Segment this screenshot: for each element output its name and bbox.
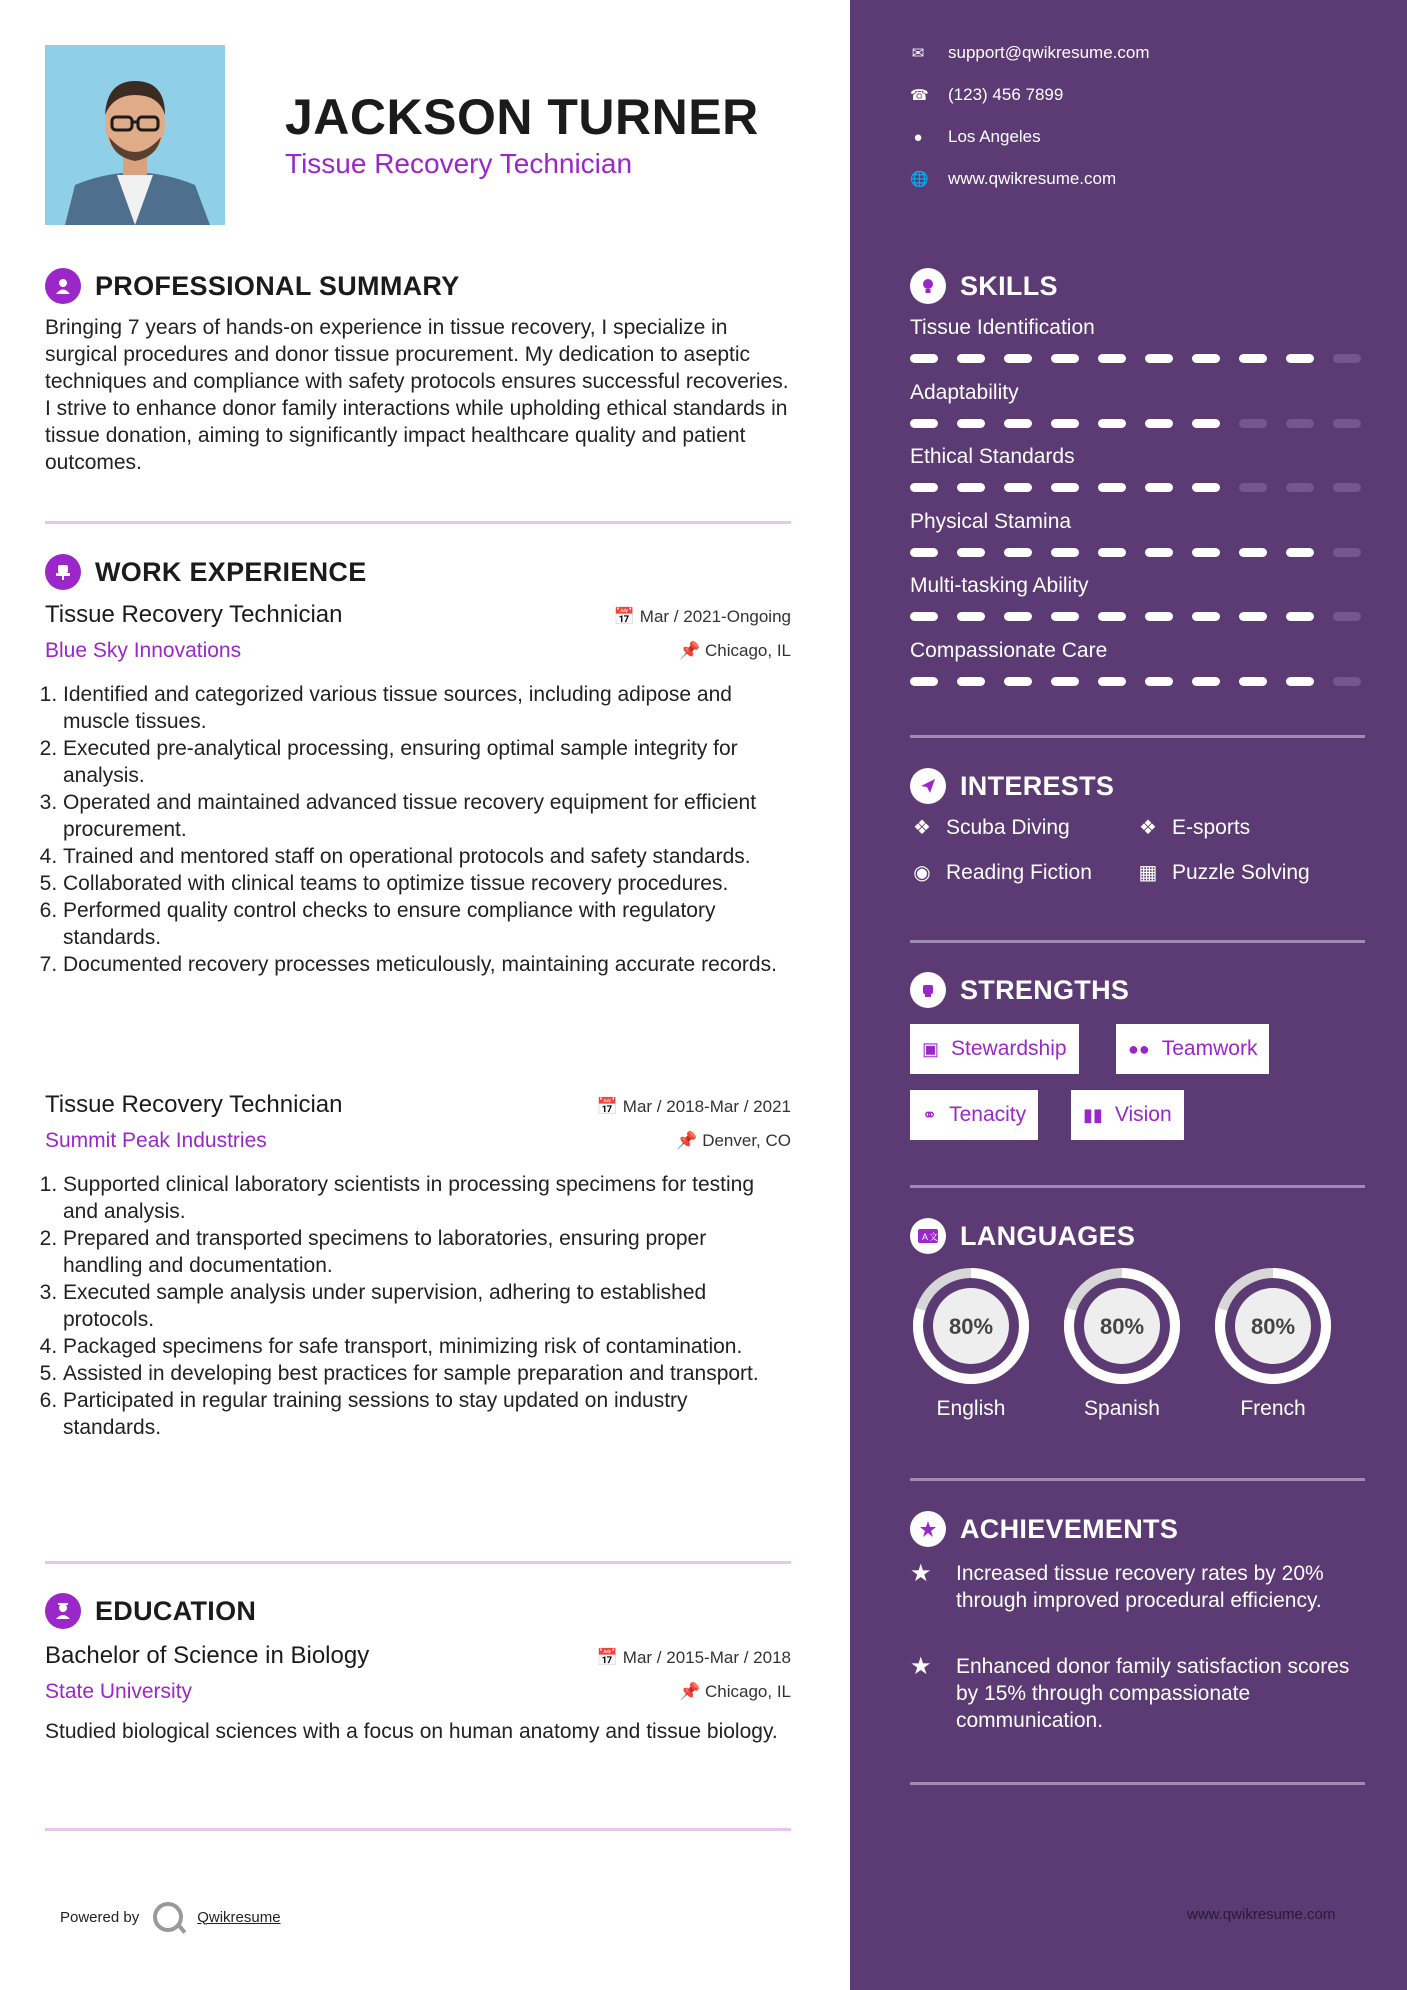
graduate-icon xyxy=(45,1593,81,1629)
languages-heading xyxy=(910,1218,1135,1254)
language-percent: 80% xyxy=(1250,1314,1296,1339)
calendar-icon: 📅 xyxy=(596,1097,619,1116)
skill-level-bar xyxy=(910,677,1365,686)
map-pin-icon: ● xyxy=(913,128,923,146)
contact-website[interactable] xyxy=(910,169,1116,189)
skill-dot xyxy=(1333,612,1361,621)
skill-dot xyxy=(957,483,985,492)
strength-badge: ●● Teamwork xyxy=(1116,1024,1269,1074)
lifebuoy-icon: ❖ xyxy=(913,817,931,839)
skill-dot xyxy=(910,677,938,686)
skill-dot xyxy=(910,612,938,621)
link-icon: ⚭ xyxy=(922,1104,938,1125)
skill-dot xyxy=(1098,483,1126,492)
envelope-icon: ✉ xyxy=(911,45,925,62)
language-name: Spanish xyxy=(1084,1397,1160,1420)
skill-dot xyxy=(1286,354,1314,363)
phone-icon: ☎ xyxy=(910,87,929,104)
skill-dot xyxy=(1333,354,1361,363)
skill-name: Compassionate Care xyxy=(910,638,1108,662)
pin-icon: 📌 xyxy=(679,1682,701,1701)
section-divider xyxy=(910,940,1365,943)
job-date: 📅 Mar / 2018-Mar / 2021 xyxy=(596,1097,791,1116)
school: State University xyxy=(45,1680,193,1703)
phone-text: (123) 456 7899 xyxy=(948,85,1064,104)
pin-icon: 📌 xyxy=(676,1131,698,1150)
language-item xyxy=(1212,1265,1334,1421)
experience-heading-text: WORK EXPERIENCE xyxy=(95,556,367,587)
list-item: 1. Identified and categorized various tissue sources, including adipose and muscle tissues. xyxy=(63,681,791,735)
skill-dot xyxy=(1098,612,1126,621)
languages-heading-text: LANGUAGES xyxy=(960,1220,1136,1251)
strength-badge: ⚭ Tenacity xyxy=(910,1090,1038,1140)
job-duties xyxy=(63,681,791,978)
language-percent: 80% xyxy=(1099,1314,1145,1339)
shooting-star-icon: ★ xyxy=(910,1560,932,1587)
skill-level-bar xyxy=(910,548,1365,557)
skill-item xyxy=(910,574,1365,621)
skill-item xyxy=(910,381,1365,428)
skill-dot xyxy=(910,548,938,557)
section-divider xyxy=(910,1782,1365,1785)
pin-icon: 📌 xyxy=(679,641,701,660)
skill-dot xyxy=(1192,354,1220,363)
job-date: 📅 Mar / 2021-Ongoing xyxy=(613,607,791,626)
skill-dot xyxy=(1051,419,1079,428)
achievements-heading xyxy=(910,1511,1178,1547)
interests-heading-text: INTERESTS xyxy=(960,770,1115,801)
skill-dot xyxy=(1098,354,1126,363)
education-date: 📅 Mar / 2015-Mar / 2018 xyxy=(596,1648,791,1667)
candidate-title: Tissue Recovery Technician xyxy=(285,148,633,179)
skill-dot xyxy=(1192,419,1220,428)
language-ring xyxy=(1061,1265,1183,1387)
skill-level-bar xyxy=(910,354,1365,363)
contact-email[interactable] xyxy=(910,43,1150,63)
language-name: English xyxy=(936,1397,1006,1420)
briefcase-icon xyxy=(45,554,81,590)
education-description: Studied biological sciences with a focus on human anatomy and tissue biology. xyxy=(45,1720,778,1743)
language-item xyxy=(1061,1265,1183,1421)
skill-item xyxy=(910,639,1365,686)
footer-site: www.qwikresume.com xyxy=(1187,1906,1336,1923)
skill-level-bar xyxy=(910,612,1365,621)
skill-dot xyxy=(1239,419,1267,428)
skill-dot xyxy=(957,419,985,428)
website-text: www.qwikresume.com xyxy=(948,169,1117,188)
skill-name: Multi-tasking Ability xyxy=(910,574,1089,597)
language-percent: 80% xyxy=(948,1314,994,1339)
skills-heading xyxy=(910,268,1058,304)
skill-dot xyxy=(1098,548,1126,557)
section-divider xyxy=(910,1185,1365,1188)
fist-icon xyxy=(910,972,946,1008)
strengths-heading-text: STRENGTHS xyxy=(960,974,1130,1005)
skill-dot xyxy=(1145,548,1173,557)
skill-dot xyxy=(1286,419,1314,428)
skill-dot xyxy=(957,548,985,557)
section-divider xyxy=(910,1478,1365,1481)
summary-heading xyxy=(45,268,460,304)
language-ring xyxy=(910,1265,1032,1387)
skill-dot xyxy=(1004,354,1032,363)
skill-dot xyxy=(1333,677,1361,686)
gamepad-icon: ◉ xyxy=(913,862,931,884)
skill-dot xyxy=(1098,677,1126,686)
education-location: 📌 Chicago, IL xyxy=(679,1682,791,1701)
skill-dot xyxy=(1192,483,1220,492)
skill-dot xyxy=(1004,483,1032,492)
interest-item: ◉ Reading Fiction xyxy=(910,860,1092,885)
skill-dot xyxy=(1004,677,1032,686)
skill-dot xyxy=(1098,419,1126,428)
skill-dot xyxy=(1192,548,1220,557)
skill-dot xyxy=(1145,354,1173,363)
skills-heading-text: SKILLS xyxy=(960,270,1058,301)
list-item: 3. Operated and maintained advanced tissue recovery equipment for efficient procurement. xyxy=(63,789,791,843)
skill-level-bar xyxy=(910,419,1365,428)
email-text: support@qwikresume.com xyxy=(948,43,1150,62)
skill-dot xyxy=(1286,548,1314,557)
strength-badge: ▣ Stewardship xyxy=(910,1024,1079,1074)
paper-plane-icon xyxy=(910,768,946,804)
contact-phone[interactable] xyxy=(910,85,1063,105)
list-item: 6. Participated in regular training sessions to stay updated on industry standards. xyxy=(63,1387,791,1441)
job-duties xyxy=(63,1171,791,1441)
skill-dot xyxy=(1192,677,1220,686)
book-icon: ▦ xyxy=(1138,862,1158,884)
skill-dot xyxy=(1004,612,1032,621)
skill-dot xyxy=(1239,612,1267,621)
skill-item xyxy=(910,445,1365,492)
skill-name: Tissue Identification xyxy=(910,316,1095,339)
lifebuoy-icon: ❖ xyxy=(1139,817,1157,839)
job-entry-2 xyxy=(45,1091,791,1441)
svg-text:A: A xyxy=(922,1232,929,1242)
interest-item: ❖ Scuba Diving xyxy=(910,815,1070,840)
list-item: 1. Supported clinical laboratory scientists in processing specimens for testing and analysis. xyxy=(63,1171,791,1225)
globe-icon: 🌐 xyxy=(910,171,929,188)
degree: Bachelor of Science in Biology xyxy=(45,1642,370,1669)
shooting-star-icon: ★ xyxy=(910,1653,932,1680)
experience-heading xyxy=(45,554,367,590)
lightbulb-icon xyxy=(910,268,946,304)
skill-dot xyxy=(910,483,938,492)
calendar-icon: 📅 xyxy=(613,607,636,626)
skill-name: Physical Stamina xyxy=(910,509,1072,533)
skill-dot xyxy=(1004,419,1032,428)
skill-level-bar xyxy=(910,483,1365,492)
section-divider xyxy=(45,521,791,524)
skill-dot xyxy=(1145,419,1173,428)
list-item: 7. Documented recovery processes meticulously, maintaining accurate records. xyxy=(63,951,791,978)
skill-dot xyxy=(1192,612,1220,621)
skill-dot xyxy=(1051,612,1079,621)
interests-heading xyxy=(910,768,1114,804)
location-text: Los Angeles xyxy=(948,127,1041,146)
skill-dot xyxy=(1286,612,1314,621)
job-entry-1 xyxy=(45,601,791,978)
qwikresume-logo-icon xyxy=(153,1902,183,1932)
skill-name: Adaptability xyxy=(910,380,1019,404)
strengths-heading xyxy=(910,972,1129,1008)
list-item: 4. Packaged specimens for safe transport, minimizing risk of contamination. xyxy=(63,1333,791,1360)
language-name: French xyxy=(1240,1397,1306,1420)
section-divider xyxy=(45,1561,791,1564)
skill-item xyxy=(910,510,1365,557)
skill-dot xyxy=(1051,483,1079,492)
education-heading-text: EDUCATION xyxy=(95,1595,257,1626)
job-location: 📌 Chicago, IL xyxy=(679,641,791,660)
skill-name: Ethical Standards xyxy=(910,445,1075,468)
education-entry xyxy=(45,1642,791,1745)
list-item: 6. Performed quality control checks to ensure compliance with regulatory standards. xyxy=(63,897,791,951)
job-title: Tissue Recovery Technician xyxy=(45,1091,343,1118)
skill-dot xyxy=(1333,548,1361,557)
interest-item: ❖ E-sports xyxy=(1136,815,1250,840)
skill-dot xyxy=(1286,677,1314,686)
achievement-item: ★ Increased tissue recovery rates by 20% through improved procedural efficiency. xyxy=(910,1560,1324,1612)
list-item: 3. Executed sample analysis under supervision, adhering to established protocols. xyxy=(63,1279,791,1333)
skill-dot xyxy=(1333,483,1361,492)
skill-dot xyxy=(957,612,985,621)
user-icon xyxy=(45,268,81,304)
candidate-name: JACKSON TURNER xyxy=(285,89,759,145)
skill-dot xyxy=(1286,483,1314,492)
translate-icon xyxy=(910,1218,946,1254)
skill-dot xyxy=(1333,419,1361,428)
skill-dot xyxy=(1051,677,1079,686)
briefcase-icon: ▣ xyxy=(922,1038,940,1059)
summary-text: Bringing 7 years of hands-on experience in tissue recovery, I specialize in surgical procedures and donor tissue procurement. My dedication to aseptic techniques and compliance with safety protocols ensures successful recoveries. I strive to enhance donor family interactions while upholding ethical standards in tissue donation, aiming to significantly impact healthcare quality and patient outcomes. xyxy=(45,316,789,474)
skill-dot xyxy=(957,677,985,686)
contact-location xyxy=(910,127,1041,147)
svg-text:文: 文 xyxy=(929,1232,938,1242)
skill-dot xyxy=(1145,612,1173,621)
interest-item: ▦ Puzzle Solving xyxy=(1136,860,1310,885)
list-item: 5. Collaborated with clinical teams to optimize tissue recovery procedures. xyxy=(63,870,791,897)
profile-photo xyxy=(45,45,225,225)
binoculars-icon: ▮▮ xyxy=(1083,1104,1103,1125)
skill-dot xyxy=(1004,548,1032,557)
skill-dot xyxy=(1051,354,1079,363)
powered-by-text: Powered by xyxy=(60,1908,140,1926)
skill-dot xyxy=(1239,354,1267,363)
list-item: 4. Trained and mentored staff on operational protocols and safety standards. xyxy=(63,843,791,870)
skill-dot xyxy=(1239,483,1267,492)
education-heading xyxy=(45,1593,256,1629)
powered-by xyxy=(60,1902,281,1932)
list-item: 2. Prepared and transported specimens to laboratories, ensuring proper handling and documentation. xyxy=(63,1225,791,1279)
language-ring xyxy=(1212,1265,1334,1387)
users-icon: ●● xyxy=(1128,1038,1150,1059)
achievement-item: ★ Enhanced donor family satisfaction scores by 15% through compassionate communication. xyxy=(910,1653,1350,1732)
skill-item xyxy=(910,316,1365,363)
section-divider xyxy=(910,735,1365,738)
list-item: 5. Assisted in developing best practices for sample preparation and transport. xyxy=(63,1360,791,1387)
skill-dot xyxy=(1239,548,1267,557)
star-badge-icon xyxy=(910,1511,946,1547)
brand-link[interactable]: Qwikresume xyxy=(197,1908,281,1926)
strength-badge: ▮▮ Vision xyxy=(1071,1090,1184,1140)
skill-dot xyxy=(1051,548,1079,557)
summary-heading-text: PROFESSIONAL SUMMARY xyxy=(95,270,460,301)
skill-dot xyxy=(957,354,985,363)
job-company: Blue Sky Innovations xyxy=(45,639,242,662)
calendar-icon: 📅 xyxy=(596,1648,619,1667)
skill-dot xyxy=(1145,677,1173,686)
skill-dot xyxy=(910,419,938,428)
skill-dot xyxy=(910,354,938,363)
section-divider xyxy=(45,1828,791,1831)
language-item xyxy=(910,1265,1032,1421)
skill-dot xyxy=(1145,483,1173,492)
job-title: Tissue Recovery Technician xyxy=(45,601,343,628)
job-location: 📌 Denver, CO xyxy=(676,1131,791,1150)
achievements-heading-text: ACHIEVEMENTS xyxy=(960,1513,1179,1544)
skill-dot xyxy=(1239,677,1267,686)
list-item: 2. Executed pre-analytical processing, ensuring optimal sample integrity for analysis. xyxy=(63,735,791,789)
job-company: Summit Peak Industries xyxy=(45,1129,267,1152)
